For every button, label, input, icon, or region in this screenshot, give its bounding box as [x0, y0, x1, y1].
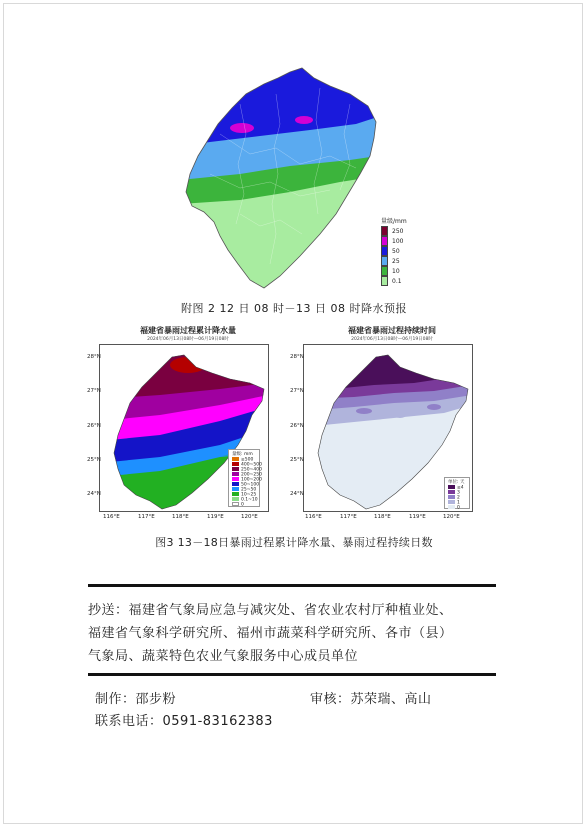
acc-legend-label-6: 25~50: [241, 487, 257, 493]
legend-swatch-250: [381, 226, 388, 236]
acc-lon-tick: 117°E: [138, 514, 155, 520]
cc-top-rule: [88, 584, 496, 587]
legend-label-100: 100: [392, 238, 404, 245]
legend-swatch-0-1: [381, 276, 388, 286]
forecast-legend-title: 量级/mm: [381, 218, 407, 225]
dur-lat-tick: 28°N: [290, 354, 304, 360]
dur-legend-swatch-2: [448, 495, 455, 499]
acc-legend-swatch-8: [232, 497, 239, 501]
acc-lat-tick: 25°N: [87, 457, 101, 463]
acc-legend-swatch-9: [232, 502, 239, 506]
dur-lon-tick: 120°E: [443, 514, 460, 520]
dur-lat-tick: 24°N: [290, 491, 304, 497]
reviewer-credit: 审核：苏荣瑞、高山: [310, 692, 432, 707]
dur-lat-tick: 25°N: [290, 457, 304, 463]
contact-phone: 联系电话：0591-83162383: [95, 714, 273, 729]
cc-line-3: 气象局、蔬菜特色农业气象服务中心成员单位: [88, 649, 359, 664]
author-credit: 制作：邵步粉: [95, 692, 177, 707]
acc-legend-swatch-1: [232, 462, 239, 466]
acc-lon-tick: 118°E: [172, 514, 189, 520]
legend-label-250: 250: [392, 228, 404, 235]
acc-lat-tick: 27°N: [87, 388, 101, 394]
acc-legend-label-3: 200~250: [241, 472, 262, 478]
acc-lat-tick: 28°N: [87, 354, 101, 360]
acc-lat-tick: 24°N: [87, 491, 101, 497]
legend-label-50: 50: [392, 248, 400, 255]
acc-lat-tick: 26°N: [87, 423, 101, 429]
acc-legend-swatch-6: [232, 487, 239, 491]
dur-legend-swatch-0: [448, 485, 455, 489]
dur-lon-tick: 118°E: [374, 514, 391, 520]
dur-legend-label-3: 1: [457, 500, 460, 506]
acc-legend-swatch-2: [232, 467, 239, 471]
acc-legend-swatch-7: [232, 492, 239, 496]
acc-legend-label-0: ≥500: [241, 457, 254, 463]
dur-legend-swatch-3: [448, 500, 455, 504]
accumulation-legend: [228, 449, 260, 507]
accumulation-subtitle: 2024年06月13日08时—06月19日08时: [147, 337, 229, 342]
dur-lon-tick: 116°E: [305, 514, 322, 520]
accumulation-legend-title: 量级: mm: [232, 452, 253, 457]
acc-legend-label-1: 400~500: [241, 462, 262, 468]
rainfall-forecast-map: [180, 64, 405, 294]
cc-bottom-rule: [88, 673, 496, 676]
dur-legend-label-4: 0: [457, 505, 460, 511]
cc-line-1: 抄送：福建省气象局应急与减灾处、省农业农村厅种植业处、: [88, 603, 453, 618]
acc-legend-label-9: 0: [241, 502, 244, 508]
cc-line-2: 福建省气象科学研究所、福州市蔬菜科学研究所、各市（县）: [88, 626, 453, 641]
duration-title: 福建省暴雨过程持续时间: [348, 326, 436, 335]
dur-lat-tick: 26°N: [290, 423, 304, 429]
dur-legend-label-1: 3: [457, 490, 460, 496]
legend-swatch-100: [381, 236, 388, 246]
accumulation-title: 福建省暴雨过程累计降水量: [140, 326, 236, 335]
acc-lon-tick: 119°E: [207, 514, 224, 520]
duration-map-frame: [303, 344, 473, 512]
dur-lat-tick: 27°N: [290, 388, 304, 394]
acc-lon-tick: 120°E: [241, 514, 258, 520]
acc-legend-label-7: 10~25: [241, 492, 257, 498]
figure2-caption: 附图 2 12 日 08 时－13 日 08 时降水预报: [181, 302, 407, 315]
acc-lon-tick: 116°E: [103, 514, 120, 520]
duration-legend-title: 单位: 天: [448, 480, 465, 485]
dur-lon-tick: 119°E: [409, 514, 426, 520]
acc-legend-label-2: 250~400: [241, 467, 262, 473]
dur-legend-label-0: ≥4: [457, 485, 464, 491]
legend-label-0-1: 0.1: [392, 278, 402, 285]
dur-legend-swatch-4: [448, 505, 455, 509]
acc-legend-label-4: 100~200: [241, 477, 262, 483]
acc-legend-swatch-3: [232, 472, 239, 476]
dur-lon-tick: 117°E: [340, 514, 357, 520]
legend-label-10: 10: [392, 268, 400, 275]
duration-legend: [444, 477, 470, 509]
acc-legend-label-5: 50~100: [241, 482, 260, 488]
duration-subtitle: 2024年06月13日08时—06月19日08时: [351, 337, 433, 342]
acc-legend-swatch-5: [232, 482, 239, 486]
legend-label-25: 25: [392, 258, 400, 265]
acc-legend-label-8: 0.1~10: [241, 497, 258, 503]
dur-legend-label-2: 2: [457, 495, 460, 501]
dur-legend-swatch-1: [448, 490, 455, 494]
figure3-caption: 图3 13－18日暴雨过程累计降水量、暴雨过程持续日数: [155, 536, 433, 549]
legend-swatch-50: [381, 246, 388, 256]
legend-swatch-10: [381, 266, 388, 276]
legend-swatch-25: [381, 256, 388, 266]
accumulation-map-frame: [99, 344, 269, 512]
acc-legend-swatch-0: [232, 457, 239, 461]
acc-legend-swatch-4: [232, 477, 239, 481]
